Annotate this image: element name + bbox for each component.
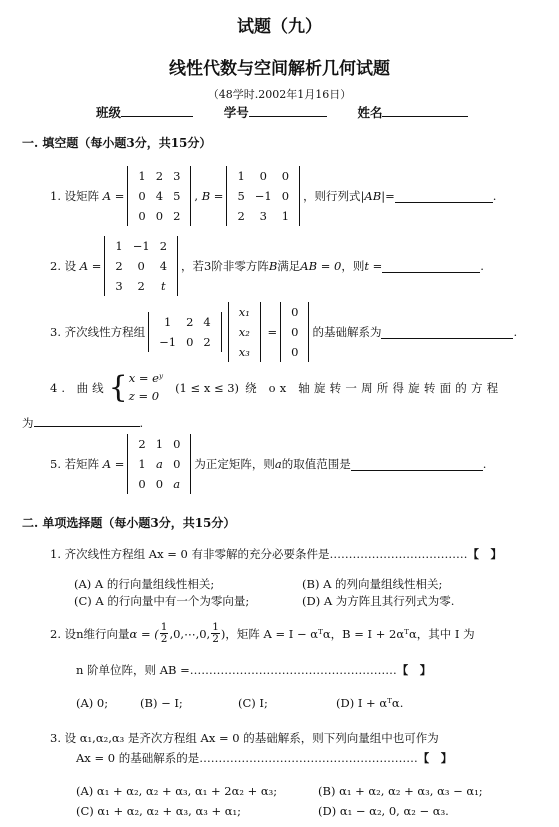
coef-matrix [148,312,222,352]
matrix-A2-cell: 0 [137,259,145,273]
matrix-A2-cell: t [161,279,166,293]
s1q2-cond: AB = 0 [300,259,342,273]
matrix-A5-cell: a [155,457,163,471]
s1q2-answer-blank[interactable] [382,260,480,273]
s1q4-answer-blank[interactable] [34,414,140,427]
matrix-A5-cell: a [173,477,181,491]
matrix-A-cell: 3 [173,169,181,183]
section1-heading: 一. 填空题（每小题3分，共15分） [22,136,212,150]
s2q1-stem: 1. 齐次线性方程组 Ax = 0 有非零解的充分必要条件是 [50,547,330,561]
matrix-A5-cell: 2 [138,437,146,451]
s1q3-suffix: 的基础解系为 [312,325,382,339]
s2q3-line2 [76,750,452,766]
matrix-B-cell: −1 [254,189,272,203]
s1q2-t: t = [364,259,383,273]
s2q3-option-D[interactable]: (D) α₁ − α₂, 0, α₂ − α₃. [318,804,449,818]
s2q2-stem-a: 2. 设n维行向量 [50,626,130,641]
matrix-A2-cell: 2 [115,259,123,273]
s2q2-option-B[interactable]: (B) − I; [140,696,183,710]
s2-question-2 [50,622,475,645]
s2q3-option-C[interactable]: (C) α₁ + α₂, α₂ + α₃, α₃ + α₁; [76,804,242,818]
s2q2-stem-b: ，矩阵 A = I − αᵀα，B = I + 2αᵀα，其中 I 为 [225,626,475,641]
s2q3-stem-a: 3. 设 α₁,α₂,α₃ 是齐次方程组 Ax = 0 的基础解系，则下列向量组中也可作为 [50,731,439,745]
matrix-A2-cell: 3 [115,279,123,293]
s2q2-option-C[interactable]: (C) I; [238,696,268,710]
matrix-A2-cell: 1 [115,239,123,253]
s1q4-text: 绕 ox 轴旋转一周所得旋转面的方程 [245,380,503,395]
s2q3-dots: ………………………………………………… [199,751,418,765]
class-label: 班级 [96,105,122,120]
class-field[interactable] [121,104,193,117]
matrix-A5-cell: 0 [173,457,181,471]
matrix-A-cell: 2 [173,209,181,223]
matrix-B-cell: 0 [281,169,290,183]
s1q5-tail: 的取值范围是 [281,457,351,471]
s1q1-answer-blank[interactable] [395,190,493,203]
matrix-A2-cell: 2 [159,239,168,253]
s1q5-answer-blank[interactable] [351,458,483,471]
name-label: 姓名 [357,105,383,120]
s2q2-stem-c: n 阶单位阵，则 AB = [76,663,190,677]
matrix-A-cell: 1 [138,169,146,183]
system-brace: { [108,369,128,405]
coef-matrix-cell: 2 [203,335,211,349]
zero-vector-cell: 0 [291,345,299,359]
matrix-B-cell: 0 [281,189,290,203]
matrix-B-cell: 1 [281,209,290,223]
s1q1-suffix: ，则行列式 [303,189,361,203]
id-label: 学号 [223,105,249,120]
s1q4-prefix: 4. 曲线 [50,380,108,395]
s2q2-close: ) [220,626,226,641]
s2q1-option-C[interactable]: (C) A 的行向量中有一个为零向量; [74,594,250,608]
fraction-half-1: $\frac{1}{2}$ [160,621,168,646]
matrix-A-cell: 0 [138,209,146,223]
matrix-A2-cell: 2 [137,279,145,293]
coef-matrix-cell: 0 [186,335,194,349]
curve-eq2: z = 0 [128,388,160,403]
s1-question-3: 3. 齐次线性方程组 1 2 4 −1 0 2 x₁ x₂ x₃ = 0 0 0 的基础解系为 . [50,302,517,362]
matrix-A-cell: 0 [155,209,164,223]
s2q1-option-A[interactable]: (A) A 的行向量组线性相关; [74,577,215,591]
s1q5-prefix: 5. 若矩阵 [50,457,100,471]
s1-question-2: 2. 设 A = 1 −1 2 2 0 4 3 2 t ，若3阶非零方阵 B 满足 AB = 0 ，则 t = . [50,236,484,296]
x-vector [228,302,261,362]
s2q1-dots: ……………………………… [329,547,468,561]
matrix-A5-cell: 0 [155,477,164,491]
s2q2-alpha: α = ( [129,626,159,641]
matrix-A2 [104,236,178,296]
matrix-B-cell: 5 [237,189,245,203]
exam-meta: （48学时.2002年1月16日） [207,88,352,101]
s1q5-a: a [274,457,282,471]
matrix-B-cell: 0 [259,169,267,183]
s1-question-1: 1. 设矩阵 A = 1 2 3 0 4 5 0 0 2 , B = 1 0 0 5 −1 0 2 3 1 ，则行列式 |AB| = . [50,166,496,226]
s1q2-suffix: ，若3阶非零方阵 [181,259,269,273]
matrix-A-cell: 2 [155,169,164,183]
s1-question-4 [50,370,502,406]
coef-matrix-cell: 1 [163,315,172,329]
s2q2-option-D[interactable]: (D) I + αᵀα. [336,696,404,710]
s1q3-prefix: 3. 齐次线性方程组 [50,325,146,339]
s1q4-range: (1 ≤ x ≤ 3) [175,380,240,395]
exam-subtitle: 线性代数与空间解析几何试题 [169,59,390,79]
coef-matrix-cell: 4 [203,315,211,329]
s1q1-eq: = [385,189,395,203]
matrix-A5-cell: 1 [155,437,164,451]
curve-equations [129,370,163,406]
x-vector-cell: x₃ [238,345,250,359]
matrix-B-cell: 2 [237,209,245,223]
s1q2-prefix: 2. 设 [50,259,77,273]
matrix-A5-cell: 1 [138,457,146,471]
matrix-A [127,166,191,226]
matrix-A-cell: 5 [173,189,181,203]
s2q2-line2 [76,662,431,678]
zero-vector-cell: 0 [291,305,299,319]
s1q5-suffix: 为正定矩阵，则 [194,457,275,471]
matrix-B-cell: 3 [259,209,267,223]
zero-vector [280,302,309,362]
s1q2-B: B [268,259,278,273]
s2q3-answer-bracket[interactable]: 【 】 [417,751,453,765]
s2q2-mid: ,0,⋯,0, [169,626,211,641]
section2-heading: 二. 单项选择题（每小题3分，共15分） [22,516,236,530]
curve-eq1: x = eʸ [128,371,164,385]
id-field[interactable] [249,104,327,117]
matrix-B-cell: 1 [237,169,245,183]
x-vector-cell: x₁ [238,305,250,319]
coef-matrix-cell: −1 [159,335,177,349]
s2q2-dots: ……………………………………………… [189,663,397,677]
s1q1-det: |AB| [360,189,386,203]
s1q1-prefix: 1. 设矩阵 [50,189,100,203]
s2q1-option-B[interactable]: (B) A 的列向量组线性相关; [302,577,443,591]
s1q4-wrap: 为 [22,416,34,430]
fraction-half-2: $\frac{1}{2}$ [212,621,219,646]
s2q3-option-A[interactable]: (A) α₁ + α₂, α₂ + α₃, α₁ + 2α₂ + α₃; [76,784,278,798]
s1q3-answer-blank[interactable] [381,326,513,339]
x-vector-cell: x₂ [238,325,250,339]
matrix-A5-cell: 0 [173,437,181,451]
s1q2-tail: ，则 [341,259,365,273]
matrix-A5-cell: 0 [138,477,146,491]
s2q3-stem-b: Ax = 0 的基础解系的是 [76,751,200,765]
coef-matrix-cell: 2 [186,315,194,329]
matrix-A5 [127,434,191,494]
s2q3-option-B[interactable]: (B) α₁ + α₂, α₂ + α₃, α₃ − α₁; [318,784,483,798]
s2q2-option-A[interactable]: (A) 0; [76,696,109,710]
student-info-row [96,103,468,121]
s2-question-3 [50,730,439,746]
matrix-A-cell: 4 [155,189,164,203]
matrix-A-cell: 0 [138,189,146,203]
s2q2-answer-bracket[interactable]: 【 】 [396,663,432,677]
exam-title: 试题（九） [237,17,322,37]
matrix-B [226,166,300,226]
s1-question-5: 5. 若矩阵 A = 2 1 0 1 a 0 0 0 a 为正定矩阵，则 a 的取值范围是 . [50,434,486,494]
matrix-A2-cell: −1 [132,239,150,253]
s2-question-1 [50,546,502,562]
matrix-A2-cell: 4 [159,259,168,273]
s2q1-answer-bracket[interactable]: 【 】 [467,547,502,561]
s1q2-mid: 满足 [277,259,301,273]
s1q4-answer-row: 为 . [22,416,144,430]
zero-vector-cell: 0 [291,325,299,339]
s2q1-option-D[interactable]: (D) A 为方阵且其行列式为零. [302,594,455,608]
name-field[interactable] [382,104,468,117]
